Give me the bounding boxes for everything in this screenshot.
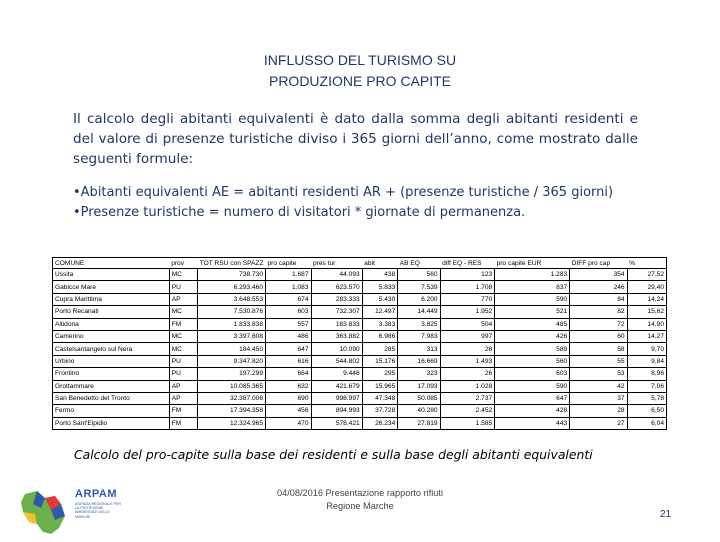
value-cell: 664 [266, 368, 312, 380]
value-cell: 1.952 [440, 306, 495, 318]
table-header-cell: prov [171, 259, 185, 267]
footer-line-2: Regione Marche [326, 501, 394, 511]
value-cell: 184.450 [198, 343, 266, 355]
prov-cell: FM [169, 405, 198, 417]
value-cell: 14,90 [627, 318, 666, 330]
table-row [53, 405, 667, 417]
table-header-cell: AB EQ [399, 259, 420, 267]
value-cell: 82 [570, 306, 627, 318]
comuni-table [52, 257, 667, 430]
table-header-cell: DIFF pro cap [571, 259, 611, 267]
value-cell: 53 [570, 368, 627, 380]
value-cell: 3.825 [398, 318, 440, 330]
table-row [53, 330, 667, 342]
comune-cell: Camerino [53, 330, 170, 342]
table-header-cell: COMUNE [55, 259, 85, 267]
value-cell: 616 [266, 355, 312, 367]
comune-cell: Altidona [53, 318, 170, 330]
value-cell: 485 [495, 318, 570, 330]
arpam-logo [15, 488, 125, 538]
prov-cell: PU [169, 281, 198, 293]
value-cell: 738.730 [198, 269, 266, 281]
value-cell: 50.085 [398, 392, 440, 404]
value-cell: 17.394.358 [198, 405, 266, 417]
table-row [53, 306, 667, 318]
value-cell: 14.449 [398, 306, 440, 318]
slide-title-line-2: PRODUZIONE PRO CAPITE [268, 73, 452, 89]
value-cell: 486 [266, 330, 312, 342]
value-cell: 84 [570, 293, 627, 305]
logo-subtitle: AGENZIA REGIONALE PER LA PROTEZIONE AMBIENTALE DELLE MARCHE [75, 502, 121, 519]
value-cell: 15.176 [362, 355, 398, 367]
prov-cell: AP [169, 380, 198, 392]
value-cell: 7.539 [398, 281, 440, 293]
value-cell: 3.383 [362, 318, 398, 330]
value-cell: 10.090 [311, 343, 362, 355]
value-cell: 26.234 [362, 417, 398, 429]
footer-line-1: 04/08/2016 Presentazione rapporto rifiuti [277, 488, 443, 498]
comune-cell: Porto Sant'Elpidio [53, 417, 170, 429]
value-cell: 58 [570, 343, 627, 355]
value-cell: 60 [570, 330, 627, 342]
value-cell: 27,52 [627, 269, 666, 281]
value-cell: 690 [266, 392, 312, 404]
value-cell: 183.833 [311, 318, 362, 330]
table-header-cell: pro capite [267, 259, 297, 267]
value-cell: 9.446 [311, 368, 362, 380]
value-cell: 589 [495, 343, 570, 355]
prov-cell: MC [169, 269, 198, 281]
slide-title-line-1: INFLUSSO DEL TURISMO SU [263, 52, 457, 68]
table-row [53, 343, 667, 355]
comune-cell: Porto Recanati [53, 306, 170, 318]
value-cell: 14,24 [627, 293, 666, 305]
value-cell: 37.728 [362, 405, 398, 417]
value-cell: 557 [266, 318, 312, 330]
value-cell: 42 [570, 380, 627, 392]
page-number: 21 [660, 509, 672, 520]
value-cell: 12.497 [362, 306, 398, 318]
value-cell: 14,27 [627, 330, 666, 342]
value-cell: 28 [570, 405, 627, 417]
value-cell: 997 [440, 330, 495, 342]
value-cell: 6.293.460 [198, 281, 266, 293]
table-row [53, 392, 667, 404]
value-cell: 674 [266, 293, 312, 305]
prov-cell: FM [169, 318, 198, 330]
logo-brand: ARPAM [75, 488, 118, 500]
value-cell: 456 [266, 405, 312, 417]
value-cell: 544.802 [311, 355, 362, 367]
table-row [53, 355, 667, 367]
value-cell: 894.993 [311, 405, 362, 417]
value-cell: 5,78 [627, 392, 666, 404]
comune-cell: Fermo [53, 405, 170, 417]
table-row [53, 417, 667, 429]
value-cell: 7.530.876 [198, 306, 266, 318]
value-cell: 1.283 [495, 269, 570, 281]
value-cell: 560 [398, 269, 440, 281]
value-cell: 3.648.553 [198, 293, 266, 305]
table-header-cell: TOT RSU con SPAZZ [199, 259, 264, 267]
table-header-cell: % [629, 259, 635, 267]
prov-cell: PU [169, 355, 198, 367]
value-cell: 37 [570, 392, 627, 404]
value-cell: 1.833.838 [198, 318, 266, 330]
value-cell: 40.280 [398, 405, 440, 417]
value-cell: 123 [440, 269, 495, 281]
table-row [53, 318, 667, 330]
value-cell: 3.397.608 [198, 330, 266, 342]
value-cell: 623.570 [311, 281, 362, 293]
value-cell: 363.882 [311, 330, 362, 342]
value-cell: 6.200 [398, 293, 440, 305]
value-cell: 47.348 [362, 392, 398, 404]
table-caption: Calcolo del pro-capite sulla base dei residenti e sulla base degli abitanti equivalenti [74, 447, 593, 462]
footer [230, 487, 490, 513]
value-cell: 313 [398, 343, 440, 355]
value-cell: 438 [362, 269, 398, 281]
value-cell: 647 [266, 343, 312, 355]
value-cell: 5.430 [362, 293, 398, 305]
comune-cell: San Benedetto del Tronto [53, 392, 170, 404]
value-cell: 590 [495, 380, 570, 392]
comune-cell: Frontino [53, 368, 170, 380]
slide-title [0, 50, 720, 92]
table-row [53, 281, 667, 293]
value-cell: 7,06 [627, 380, 666, 392]
value-cell: 9,84 [627, 355, 666, 367]
formulas-block [73, 183, 673, 223]
value-cell: 9,70 [627, 343, 666, 355]
value-cell: 10.085.365 [198, 380, 266, 392]
value-cell: 998.997 [311, 392, 362, 404]
value-cell: 560 [495, 355, 570, 367]
formula-tourist-presences: •Presenze turistiche = numero di visitatori * giornate di permanenza. [73, 205, 526, 220]
value-cell: 72 [570, 318, 627, 330]
value-cell: 578.421 [311, 417, 362, 429]
comune-cell: Ussita [53, 269, 170, 281]
value-cell: 44.093 [311, 269, 362, 281]
prov-cell: AP [169, 293, 198, 305]
value-cell: 15,62 [627, 306, 666, 318]
value-cell: 2.452 [440, 405, 495, 417]
value-cell: 443 [495, 417, 570, 429]
intro-paragraph: Il calcolo degli abitanti equivalenti è dato dalla somma degli abitanti residenti e del valore di presenze turistiche diviso i 365 giorni dell’anno, come mostrato dalle seguenti formule: [73, 111, 638, 167]
value-cell: 1.083 [266, 281, 312, 293]
value-cell: 6,04 [627, 417, 666, 429]
value-cell: 26 [440, 368, 495, 380]
value-cell: 770 [440, 293, 495, 305]
value-cell: 1.493 [440, 355, 495, 367]
prov-cell: MC [169, 343, 198, 355]
value-cell: 470 [266, 417, 312, 429]
prov-cell: PU [169, 368, 198, 380]
prov-cell: MC [169, 330, 198, 342]
value-cell: 5.833 [362, 281, 398, 293]
value-cell: 323 [398, 368, 440, 380]
value-cell: 1.687 [266, 269, 312, 281]
value-cell: 603 [266, 306, 312, 318]
value-cell: 16.669 [398, 355, 440, 367]
value-cell: 283.333 [311, 293, 362, 305]
comune-cell: Cupra Marittima [53, 293, 170, 305]
value-cell: 647 [495, 392, 570, 404]
table-header-cell: pro capite EUR [496, 259, 542, 267]
marche-region-icon [15, 488, 73, 538]
value-cell: 27 [570, 417, 627, 429]
value-cell: 17.093 [398, 380, 440, 392]
value-cell: 6,50 [627, 405, 666, 417]
value-cell: 29,40 [627, 281, 666, 293]
table-row [53, 368, 667, 380]
table-header-cell: diff EQ - RES [442, 259, 482, 267]
comune-cell: Grottammare [53, 380, 170, 392]
value-cell: 732.307 [311, 306, 362, 318]
value-cell: 295 [362, 368, 398, 380]
value-cell: 32.387.006 [198, 392, 266, 404]
comune-cell: Castelsantangelo sul Nera [53, 343, 170, 355]
value-cell: 1.708 [440, 281, 495, 293]
table-row [53, 293, 667, 305]
value-cell: 521 [495, 306, 570, 318]
table-header-cell: pres tur [313, 259, 336, 267]
prov-cell: FM [169, 417, 198, 429]
value-cell: 1.028 [440, 380, 495, 392]
value-cell: 426 [495, 330, 570, 342]
value-cell: 504 [440, 318, 495, 330]
value-cell: 8,96 [627, 368, 666, 380]
value-cell: 6.986 [362, 330, 398, 342]
value-cell: 246 [570, 281, 627, 293]
value-cell: 837 [495, 281, 570, 293]
value-cell: 1.585 [440, 417, 495, 429]
value-cell: 15.965 [362, 380, 398, 392]
value-cell: 590 [495, 293, 570, 305]
prov-cell: MC [169, 306, 198, 318]
value-cell: 632 [266, 380, 312, 392]
value-cell: 603 [495, 368, 570, 380]
value-cell: 2.737 [440, 392, 495, 404]
value-cell: 285 [362, 343, 398, 355]
value-cell: 28 [440, 343, 495, 355]
value-cell: 428 [495, 405, 570, 417]
value-cell: 9.347.820 [198, 355, 266, 367]
table-row [53, 380, 667, 392]
value-cell: 354 [570, 269, 627, 281]
table-row [53, 269, 667, 281]
value-cell: 197.299 [198, 368, 266, 380]
value-cell: 27.819 [398, 417, 440, 429]
comune-cell: Urbino [53, 355, 170, 367]
value-cell: 55 [570, 355, 627, 367]
table-header-row [53, 258, 667, 269]
comune-cell: Gabicce Mare [53, 281, 170, 293]
value-cell: 421.679 [311, 380, 362, 392]
table-header-cell: abit [364, 259, 375, 267]
value-cell: 12.324.965 [198, 417, 266, 429]
prov-cell: AP [169, 392, 198, 404]
formula-equivalent-inhabitants: •Abitanti equivalenti AE = abitanti residenti AR + (presenze turistiche / 365 giorni) [73, 185, 614, 200]
value-cell: 7.983 [398, 330, 440, 342]
